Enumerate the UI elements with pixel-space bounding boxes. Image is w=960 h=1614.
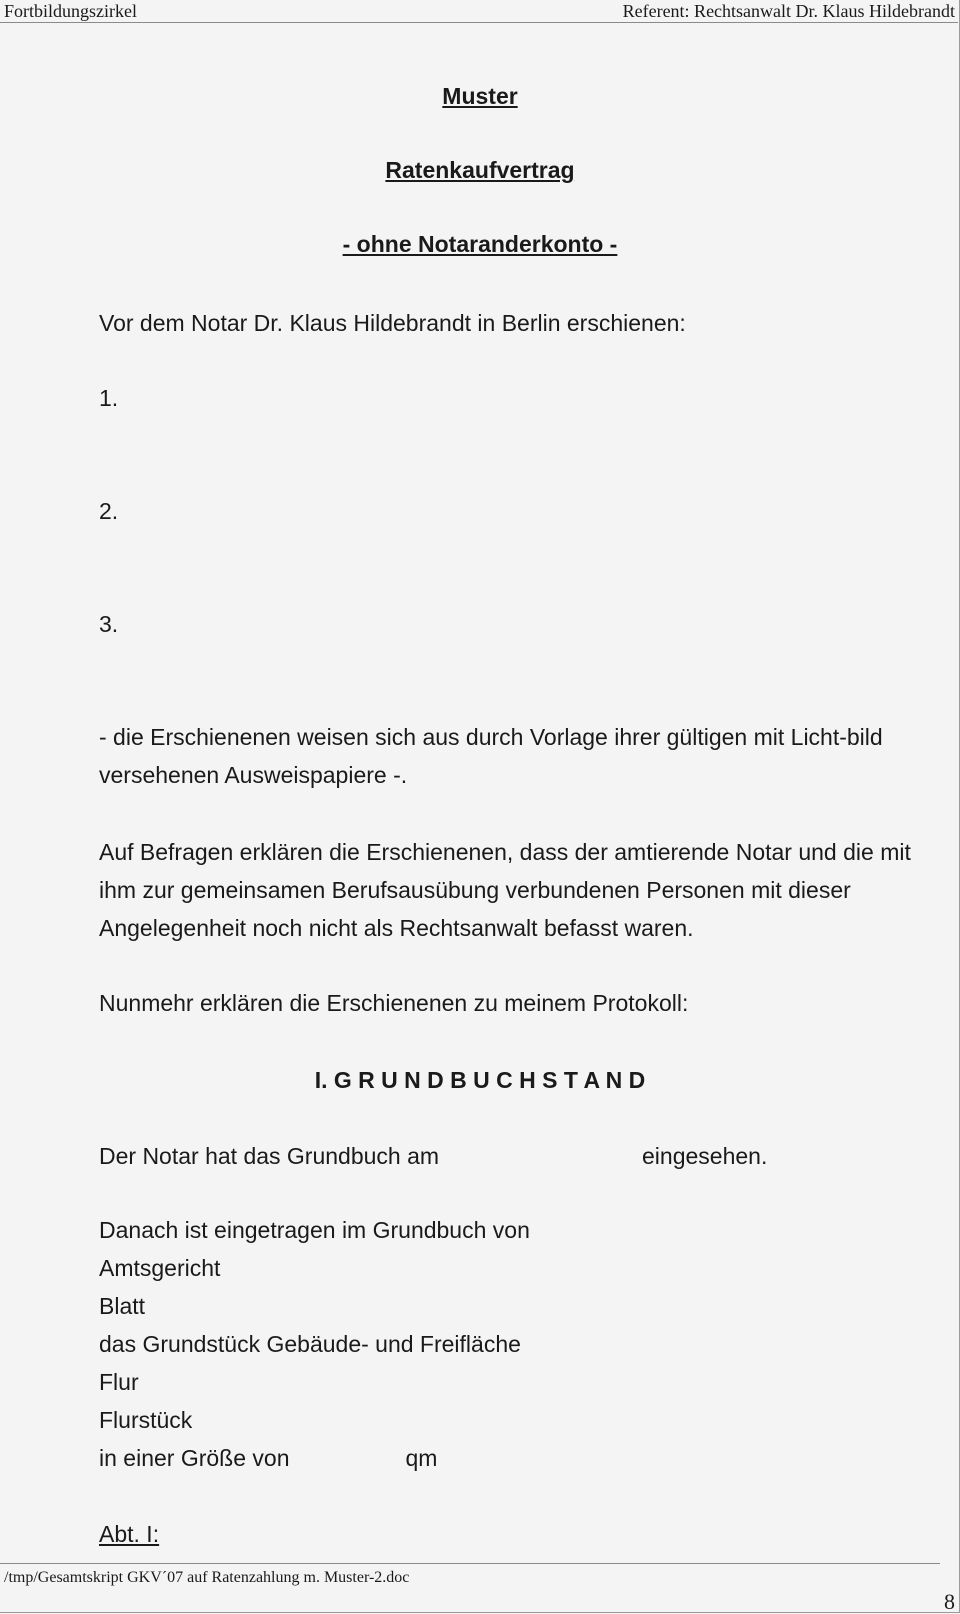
eintragung-block [99, 1211, 530, 1477]
footer-divider [0, 1563, 940, 1564]
size-unit: qm [405, 1445, 438, 1471]
grundbuch-eingesehen-right: eingesehen. [642, 1143, 768, 1169]
eintragung-line: Danach ist eingetragen im Grundbuch von [99, 1217, 530, 1243]
header-left: Fortbildungszirkel [4, 1, 137, 21]
footer-file-path: /tmp/Gesamtskript GKV´07 auf Ratenzahlung m. Muster-2.doc [4, 1569, 410, 1586]
abteilung-heading: Abt. I: [99, 1521, 160, 1547]
heading-vertrag: Ratenkaufvertrag [385, 157, 575, 183]
heading-subtitle: - ohne Notaranderkonto - [342, 231, 618, 257]
party-3: 3. [99, 611, 119, 637]
befragen-paragraph: Auf Befragen erklären die Erschienenen, dass der amtierende Notar und die mit ihm zur gemeinsamen Berufsausübung verbundenen Personen mit dieser Angelegenheit noch nicht als Rechtsanwalt befasst waren. [99, 839, 911, 941]
eintragung-line: Flur [99, 1369, 139, 1395]
eintragung-line: das Grundstück Gebäude- und Freifläche [99, 1331, 521, 1357]
header-divider [0, 22, 958, 23]
header-right: Referent: Rechtsanwalt Dr. Klaus Hildebrandt [622, 1, 955, 21]
page-number: 8 [944, 1589, 955, 1614]
size-label: in einer Größe von [99, 1445, 290, 1471]
party-2: 2. [99, 498, 119, 524]
section-heading-grundbuchstand: I. G R U N D B U C H S T A N D [314, 1067, 646, 1093]
size-row [99, 1439, 530, 1477]
protokoll-text: Nunmehr erklären die Erschienenen zu meinem Protokoll: [99, 990, 689, 1016]
intro-text: Vor dem Notar Dr. Klaus Hildebrandt in Berlin erschienen: [99, 310, 686, 336]
grundbuch-eingesehen-left: Der Notar hat das Grundbuch am [99, 1143, 440, 1169]
eintragung-line: Amtsgericht [99, 1255, 221, 1281]
party-1: 1. [99, 385, 119, 411]
eintragung-line: Flurstück [99, 1407, 193, 1433]
heading-muster: Muster [442, 83, 518, 109]
ausweis-paragraph: - die Erschienenen weisen sich aus durch Vorlage ihrer gültigen mit Licht-bild versehenen Ausweispapiere -. [99, 724, 883, 788]
eintragung-line: Blatt [99, 1293, 146, 1319]
